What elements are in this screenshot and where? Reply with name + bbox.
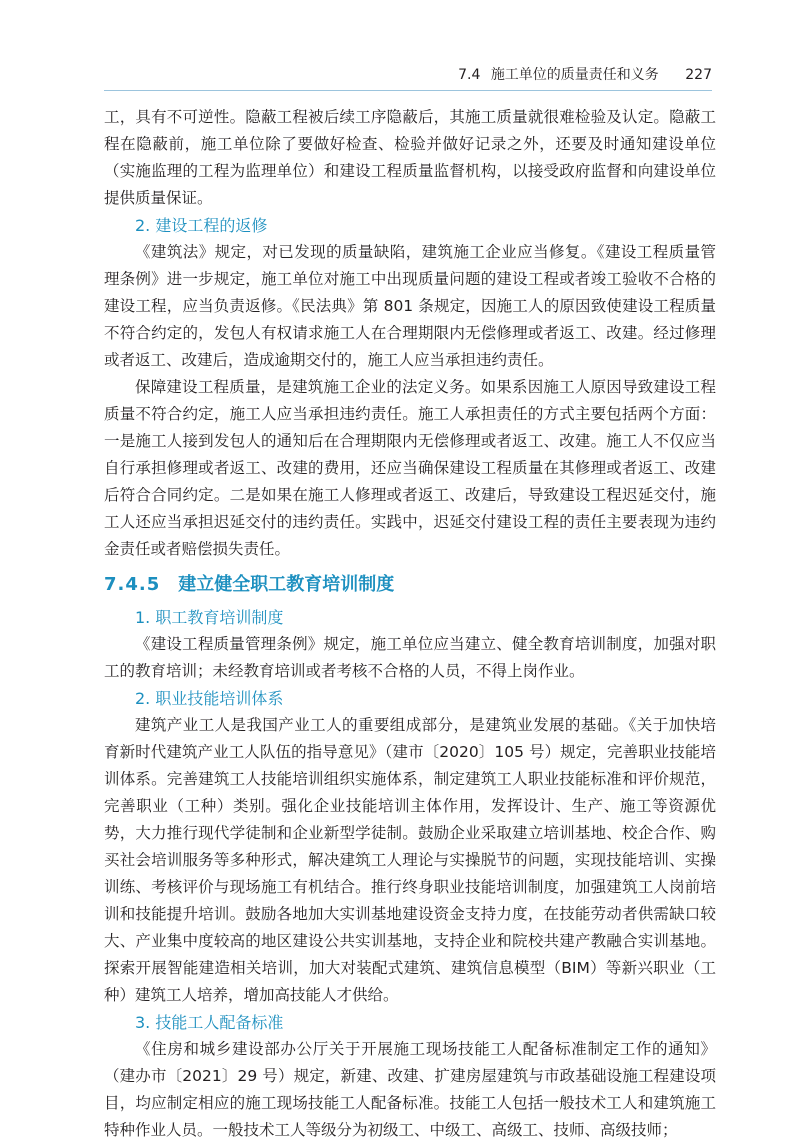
running-header xyxy=(104,60,712,91)
page-number: 227 xyxy=(685,67,712,83)
paragraph: 《建筑法》规定，对已发现的质量缺陷，建筑施工企业应当修复。《建设工程质量管理条例》进一步规定，施工单位对施工中出现质量问题的建设工程或者竣工验收不合格的建设工程，应当负责返修。《民法典》第 801 条规定，因施工人的原因致使建设工程质量不符合约定的，发包人有权请求施工人在合理期限内无偿修理或者返工、改建。经过修理或者返工、改建后，造成逾期交付的，施工人应当承担违约责任。 xyxy=(104,243,716,369)
header-section-number: 7.4 xyxy=(458,67,481,83)
section-heading-title: 建立健全职工教育培训制度 xyxy=(178,574,395,595)
page-body xyxy=(104,104,716,1144)
paragraph: 《住房和城乡建设部办公厅关于开展施工现场技能工人配备标准制定工作的通知》（建办市〔2021〕29 号）规定，新建、改建、扩建房屋建筑与市政基础设施工程建设项目，均应制定相应的施工现场技能工人配备标准。技能工人包括一般技术工人和建筑施工特种作业人员。一般技术工人等级分为初级工、中级工、高级工、技师、高级技师； xyxy=(104,1040,716,1139)
section-heading-number: 7.4.5 xyxy=(104,574,161,595)
paragraph: 建筑产业工人是我国产业工人的重要组成部分，是建筑业发展的基础。《关于加快培育新时代建筑产业工人队伍的指导意见》（建市〔2020〕105 号）规定，完善职业技能培训体系。完善建筑工人技能培训组织实施体系，制定建筑工人职业技能标准和评价规范，完善职业（工种）类别。强化企业技能培训主体作用，发挥设计、生产、施工等资源优势，大力推行现代学徒制和企业新型学徒制。鼓励企业采取建立培训基地、校企合作、购买社会培训服务等多种形式，解决建筑工人理论与实操脱节的问题，实现技能培训、实操训练、考核评价与现场施工有机结合。推行终身职业技能培训制度，加强建筑工人岗前培训和技能提升培训。鼓励各地加大实训基地建设资金支持力度，在技能劳动者供需缺口较大、产业集中度较高的地区建设公共实训基地，支持企业和院校共建产教融合实训基地。探索开展智能建造相关培训，加大对装配式建筑、建筑信息模型（BIM）等新兴职业（工种）建筑工人培养，增加高技能人才供给。 xyxy=(104,716,716,1004)
paragraph: 保障建设工程质量，是建筑施工企业的法定义务。如果系因施工人原因导致建设工程质量不符合约定，施工人应当承担违约责任。施工人承担责任的方式主要包括两个方面：一是施工人接到发包人的通知后在合理期限内无偿修理或者返工、改建。施工人不仅应当自行承担修理或者返工、改建的费用，还应当确保建设工程质量在其修理或者返工、改建后符合合同约定。二是如果在施工人修理或者返工、改建后，导致建设工程迟延交付，施工人还应当承担迟延交付的违约责任。实践中，迟延交付建设工程的责任主要表现为违约金责任或者赔偿损失责任。 xyxy=(104,378,716,558)
section-heading xyxy=(104,567,716,603)
subheading-rework: 2. 建设工程的返修 xyxy=(135,216,268,235)
paragraph-continued: 工，具有不可逆性。隐蔽工程被后续工序隐蔽后，其施工质量就很难检验及认定。隐蔽工程在隐蔽前，施工单位除了要做好检查、检验并做好记录之外，还要及时通知建设单位（实施监理的工程为监理单位）和建设工程质量监督机构，以接受政府监督和向建设单位提供质量保证。 xyxy=(104,108,716,207)
paragraph: 《建设工程质量管理条例》规定，施工单位应当建立、健全教育培训制度，加强对职工的教育培训；未经教育培训或者考核不合格的人员，不得上岗作业。 xyxy=(104,635,716,680)
subheading-staffing-standard: 3. 技能工人配备标准 xyxy=(135,1013,284,1032)
header-section-title: 施工单位的质量责任和义务 xyxy=(490,67,659,83)
subheading-training-system: 1. 职工教育培训制度 xyxy=(135,608,284,627)
subheading-skills-system: 2. 职业技能培训体系 xyxy=(135,689,284,708)
